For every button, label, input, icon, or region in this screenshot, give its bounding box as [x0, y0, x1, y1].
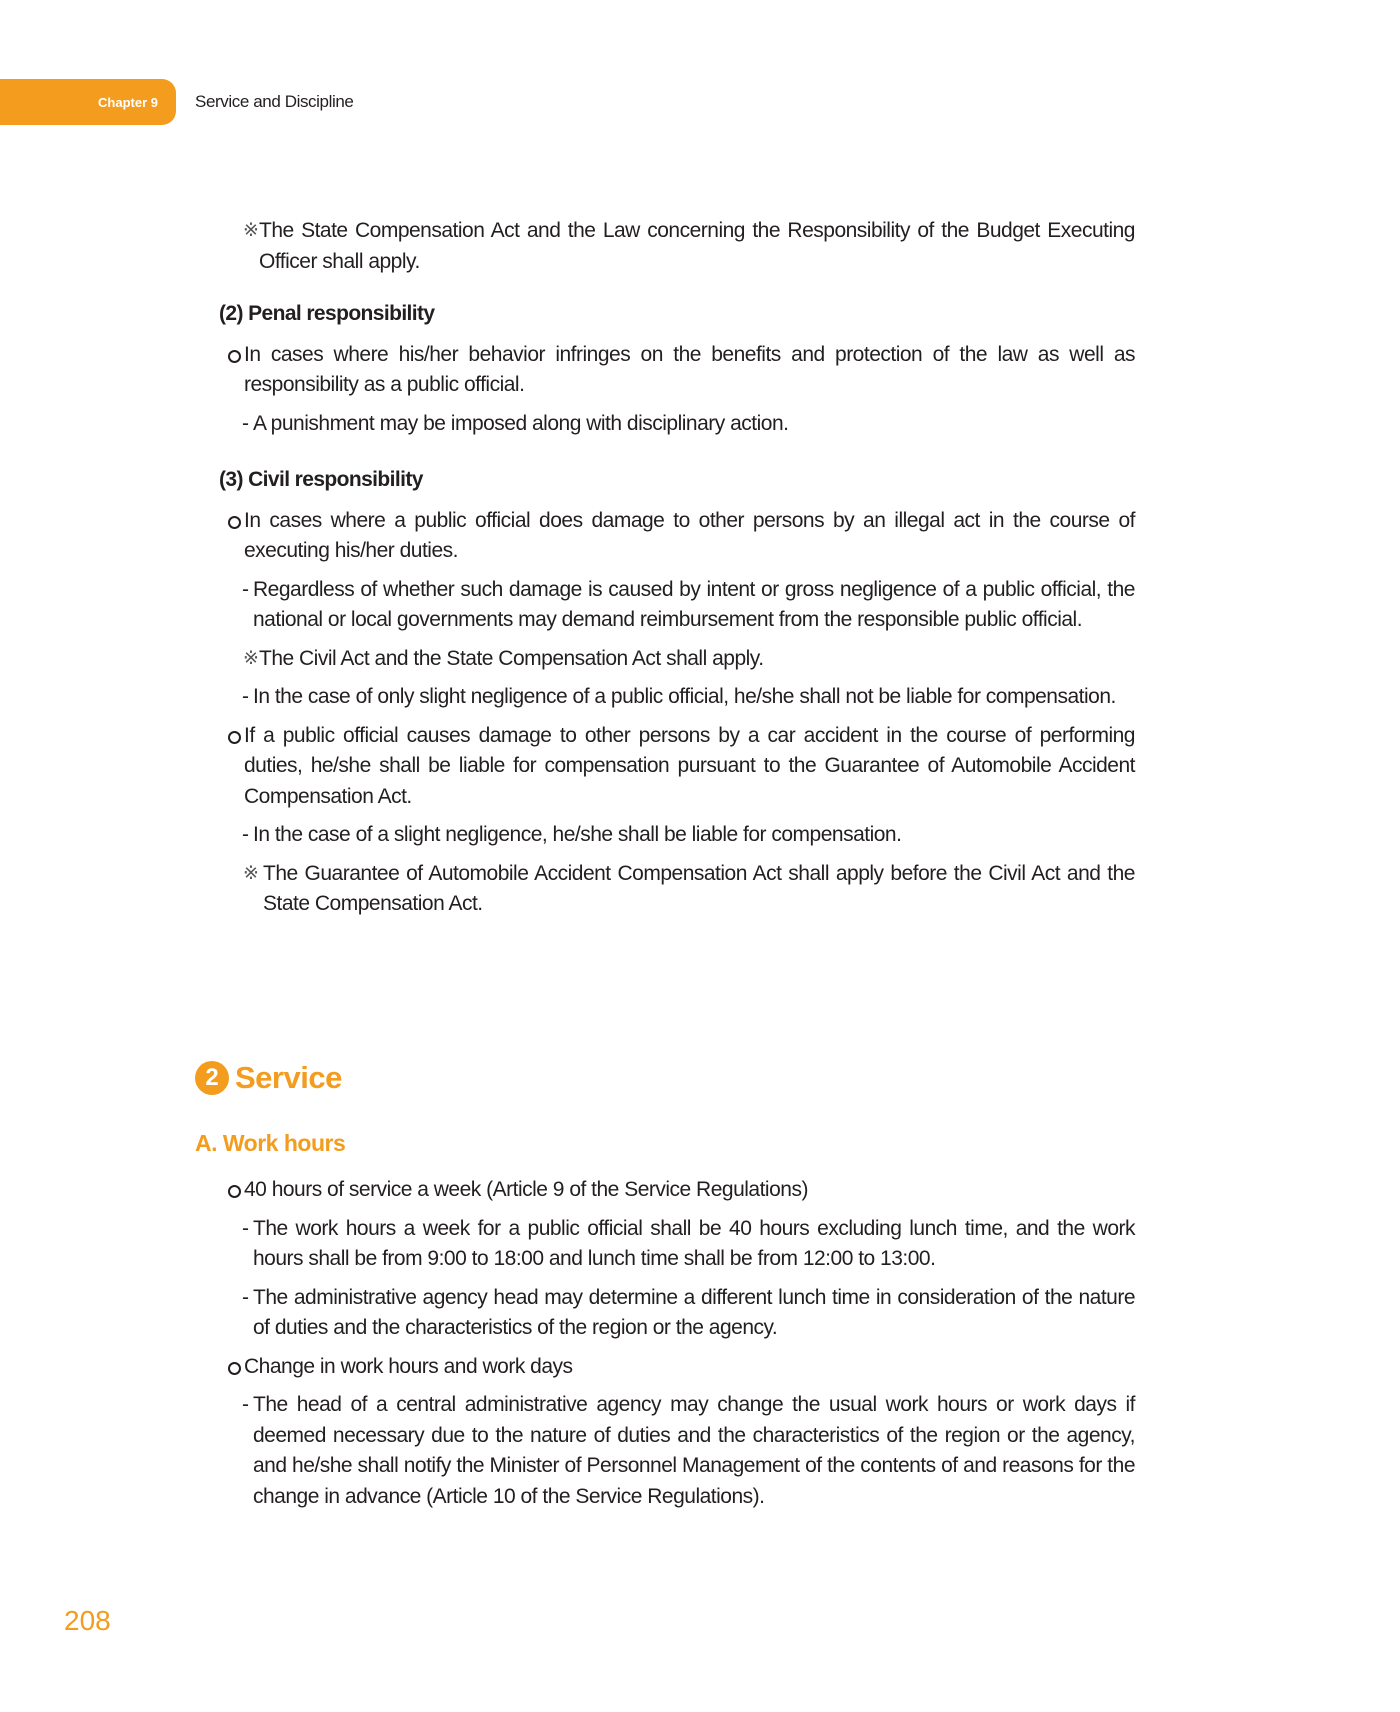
section-label: Service: [235, 1060, 342, 1095]
penal-bullet: [195, 340, 1135, 401]
civil-bullet-2: [195, 721, 1135, 813]
civil-dash-2: [195, 682, 1135, 713]
dash-icon: -: [242, 1393, 249, 1416]
service-content: [195, 1175, 1135, 1520]
dash-icon: -: [242, 1216, 249, 1240]
dash-icon: -: [242, 823, 249, 846]
work-hours-dash-2: [195, 1283, 1135, 1344]
dash-text: Regardless of whether such damage is caused by intent or gross negligence of a public official, the national or local governments may demand reimbursement from the responsible public official.: [253, 577, 1135, 631]
reference-mark-icon: ※: [243, 647, 259, 669]
note-paragraph: [195, 216, 1135, 277]
bullet-text: If a public official causes damage to other persons by a car accident in the course of performing duties, he/she shall be liable for compensation pursuant to the Guarantee of Automobile Accident Compensation Act.: [244, 723, 1135, 808]
civil-note-2: [195, 859, 1135, 920]
section-title: [195, 1060, 342, 1096]
work-hours-bullet-1: [195, 1175, 1135, 1206]
dash-text: In the case of only slight negligence of a public official, he/she shall not be liable for compensation.: [253, 685, 1116, 708]
subsection-title: A. Work hours: [195, 1130, 346, 1156]
dash-text: A punishment may be imposed along with disciplinary action.: [253, 411, 789, 435]
bullet-text: In cases where a public official does damage to other persons by an illegal act in the course of executing his/her duties.: [244, 508, 1135, 562]
circle-bullet-icon: [228, 350, 241, 363]
note-text: The Civil Act and the State Compensation Act shall apply.: [259, 646, 764, 670]
circle-bullet-icon: [228, 731, 241, 744]
circle-bullet-icon: [228, 1185, 241, 1198]
dash-text: The head of a central administrative agency may change the usual work hours or work days if deemed necessary due to the nature of duties and the characteristics of the region or the agency, and he/she shall notify the Minister of Personnel Management of the contents of and reasons for the change in advance (Article 10 of the Service Regulations).: [253, 1393, 1135, 1508]
dash-icon: -: [242, 1285, 249, 1309]
section-number-badge: 2: [195, 1061, 229, 1095]
bullet-text: Change in work hours and work days: [244, 1354, 573, 1378]
circle-bullet-icon: [228, 1362, 241, 1375]
penal-heading: (2) Penal responsibility: [219, 302, 435, 325]
civil-dash-3: [195, 820, 1135, 851]
dash-text: In the case of a slight negligence, he/she shall be liable for compensation.: [253, 823, 902, 846]
running-title: Service and Discipline: [195, 92, 354, 111]
circle-bullet-icon: [228, 516, 241, 529]
dash-text: The work hours a week for a public official shall be 40 hours excluding lunch time, and the work hours shall be from 9:00 to 18:00 and lunch time shall be from 12:00 to 13:00.: [253, 1216, 1135, 1270]
reference-mark-icon: ※: [243, 220, 259, 241]
bullet-text: 40 hours of service a week (Article 9 of the Service Regulations): [244, 1178, 808, 1201]
penal-dash: [195, 409, 1135, 440]
note-text: The State Compensation Act and the Law concerning the Responsibility of the Budget Executing Officer shall apply.: [259, 219, 1135, 273]
work-hours-dash-3: [195, 1390, 1135, 1512]
civil-dash-1: [195, 575, 1135, 636]
civil-note-1: [195, 644, 1135, 675]
civil-heading: (3) Civil responsibility: [219, 468, 423, 491]
reference-mark-icon: ※: [243, 862, 259, 884]
dash-text: The administrative agency head may determine a different lunch time in consideration of the nature of duties and the characteristics of the region or the agency.: [253, 1285, 1135, 1339]
work-hours-bullet-2: [195, 1352, 1135, 1383]
main-content: [195, 216, 1135, 928]
bullet-text: In cases where his/her behavior infringes on the benefits and protection of the law as well as responsibility as a public official.: [244, 342, 1135, 396]
dash-icon: -: [242, 411, 249, 435]
page-number: 208: [64, 1605, 111, 1636]
note-text: The Guarantee of Automobile Accident Compensation Act shall apply before the Civil Act and the State Compensation Act.: [263, 861, 1135, 915]
work-hours-dash-1: [195, 1214, 1135, 1275]
dash-icon: -: [242, 685, 249, 708]
civil-bullet-1: [195, 506, 1135, 567]
dash-icon: -: [242, 577, 249, 601]
chapter-tab: Chapter 9: [0, 79, 176, 125]
